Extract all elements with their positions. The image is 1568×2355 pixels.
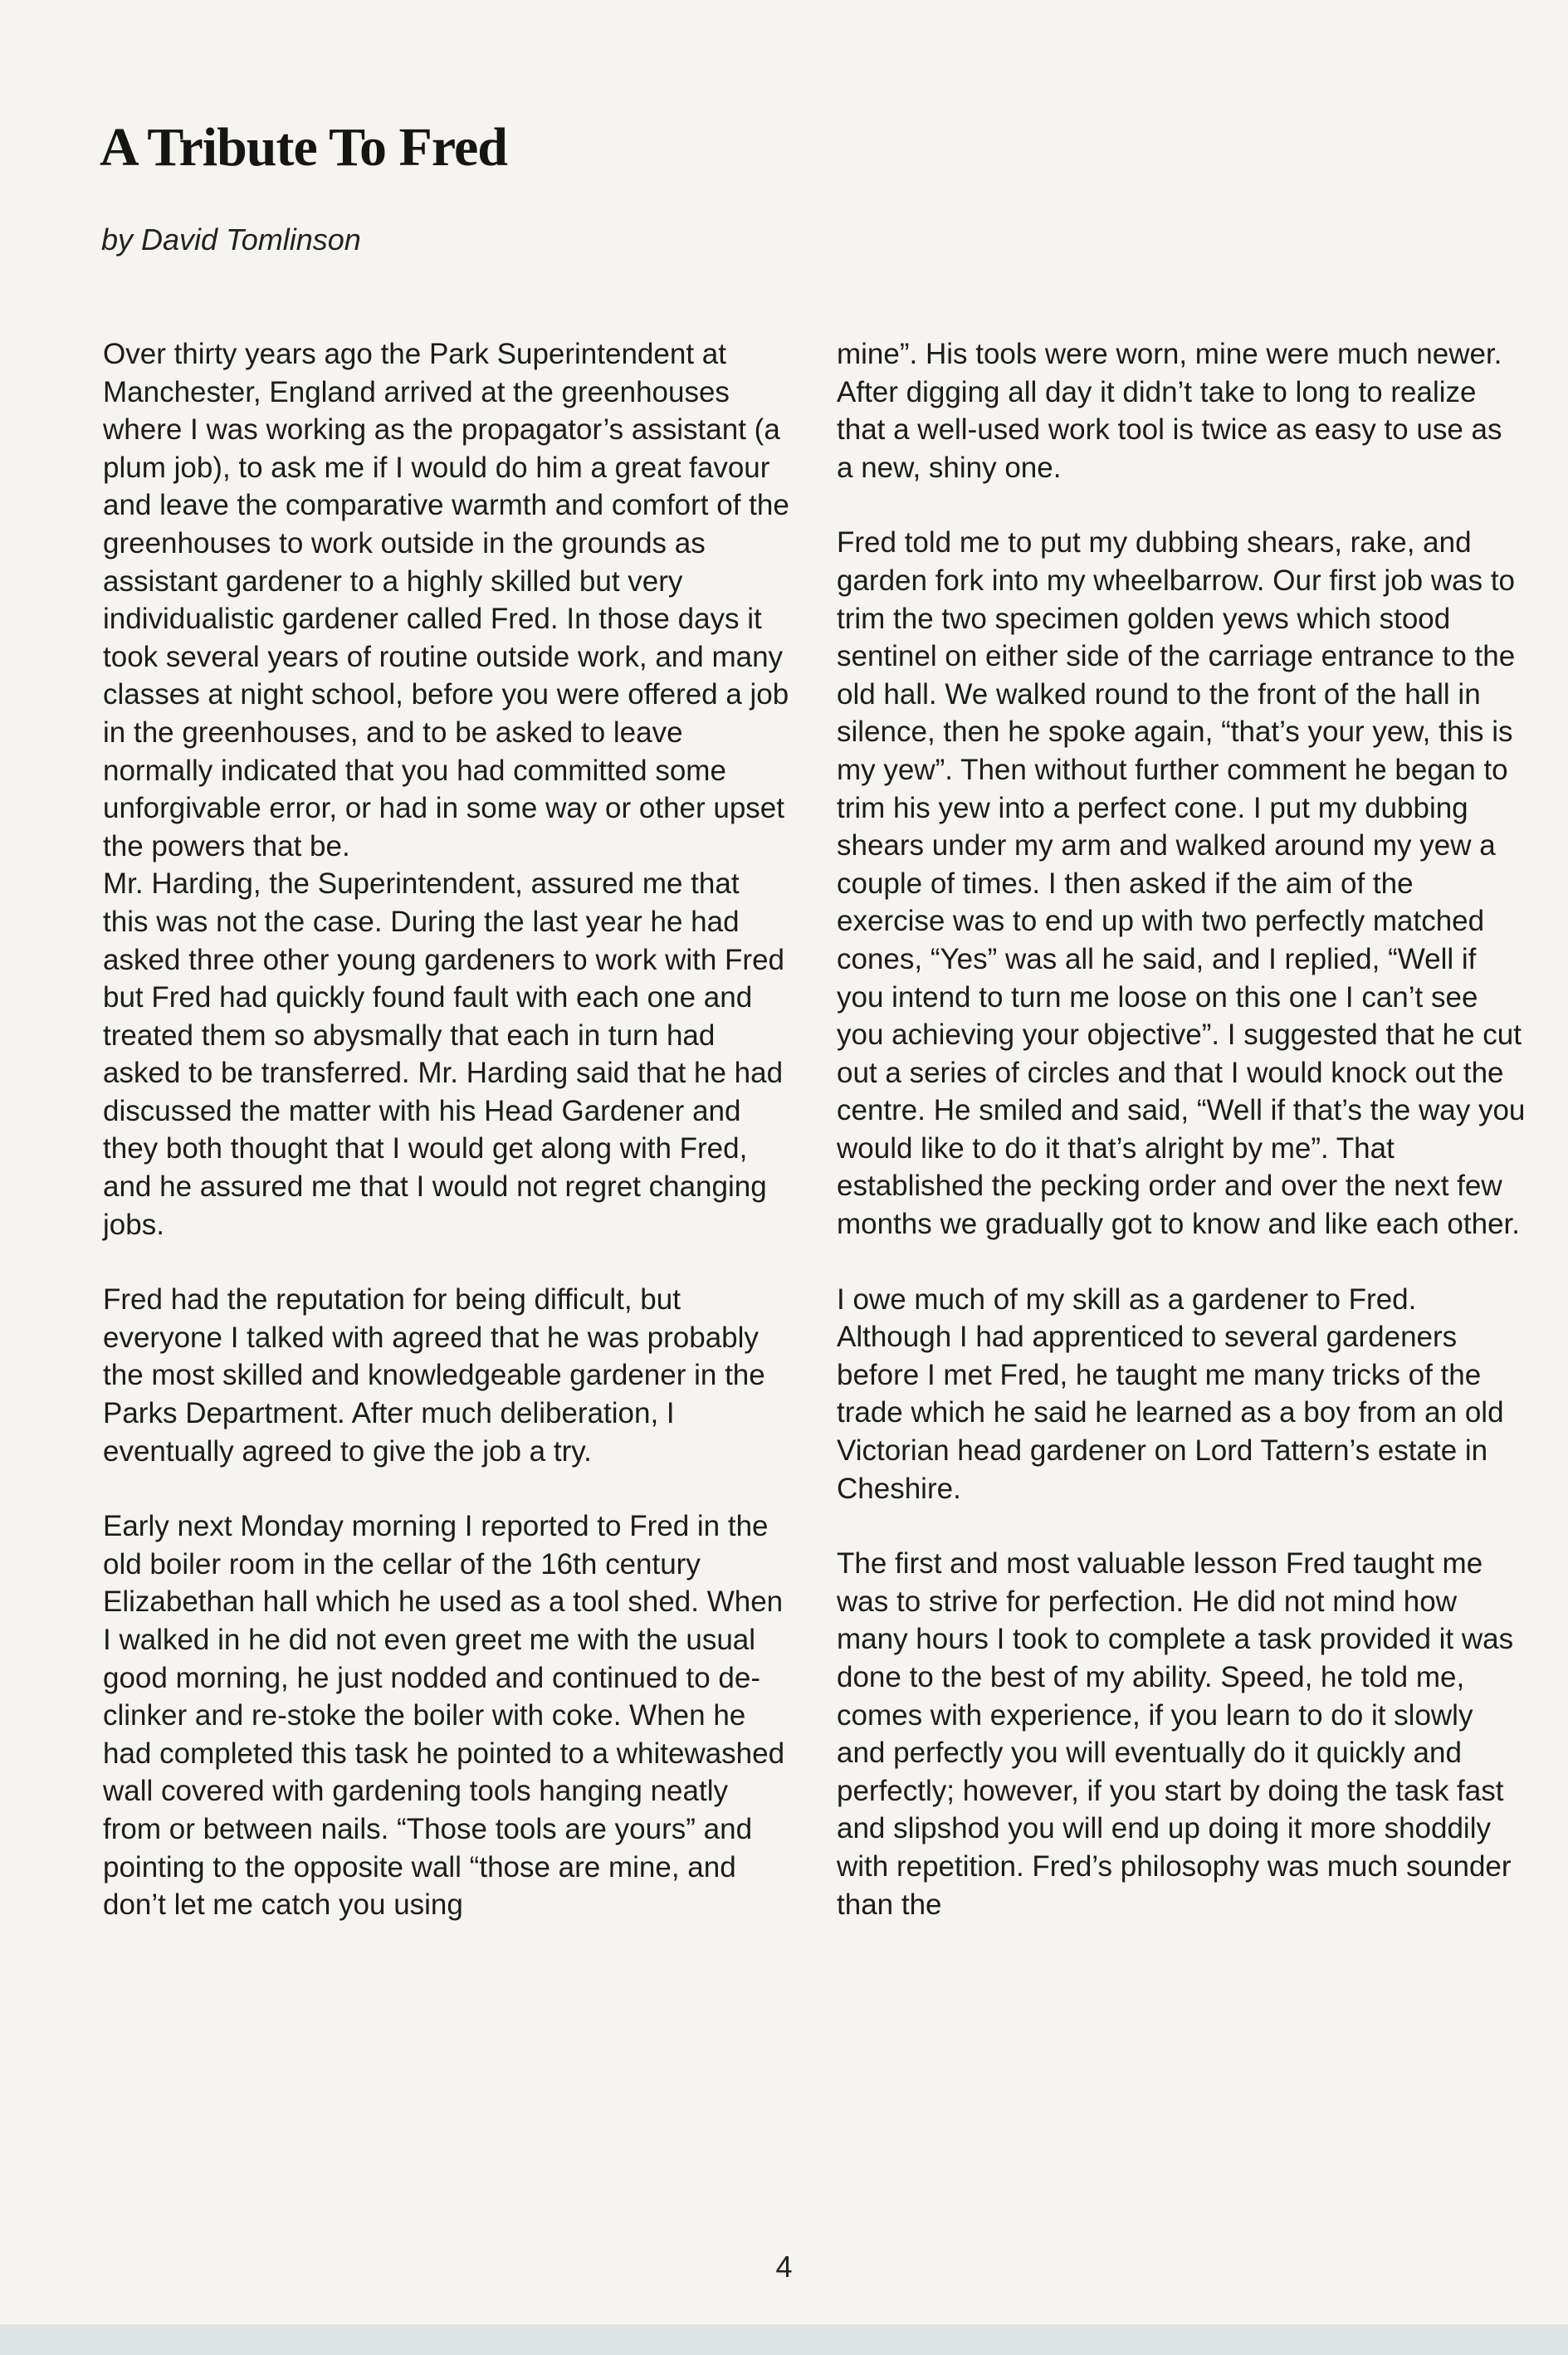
page-number: 4 [775, 2250, 793, 2284]
paragraph: The first and most valuable lesson Fred taught me was to strive for perfection. He did not mind how many hours I took to complete a task provided it was done to the best of my ability. Speed, he told me, comes with experience, if you learn to do it slowly and perfectly you will eventually do it quickly and perfectly; however, if you start by doing the task fast and slipshod you will end up doing it more shoddily with repetition. Fred’s philosophy was much sounder than the [837, 1547, 1514, 1921]
paragraph: Early next Monday morning I reported to Fred in the old boiler room in the cellar of the 16th century Elizabethan hall which he used as a tool shed. When I walked in he did not even greet me with the usual good morning, he just nodded and continued to de-clinker and re-stoke the boiler with coke. When he had completed this task he pointed to a whitewashed wall covered with gardening tools hanging neatly from or between nails. “Those tools are yours” and pointing to the opposite wall “those are mine, and don’t let me catch you using [103, 1510, 785, 1922]
paragraph: mine”. His tools were worn, mine were much newer. After digging all day it didn’t take to long to realize that a well-used work tool is twice as easy to use as a new, shiny one. [837, 338, 1502, 484]
paragraph: I owe much of my skill as a gardener to Fred. Although I had apprenticed to several gardeners before I met Fred, he taught me many tricks of the trade which he said he learned as a boy from an old Victorian head gardener on Lord Tattern’s estate in Cheshire. [837, 1283, 1504, 1505]
paragraph: Fred had the reputation for being difficult, but everyone I talked with agreed that he was probably the most skilled and knowledgeable gardener in the Parks Department. After much deliberation, I eventually agreed to give the job a try. [103, 1283, 765, 1468]
article-title: A Tribute To Fred [100, 117, 507, 178]
paragraph: Fred told me to put my dubbing shears, rake, and garden fork into my wheelbarrow. Our first job was to trim the two specimen golden yews which stood sentinel on either side of the carriage entrance to the old hall. We walked round to the front of the hall in silence, then he spoke again, “that’s your yew, this is my yew”. Then without further comment he began to trim his yew into a perfect cone. I put my dubbing shears under my arm and walked around my yew a couple of times. I then asked if the aim of the exercise was to end up with two perfectly matched cones, “Yes” was all he said, and I replied, “Well if you intend to turn me loose on this one I can’t see you achieving your objective”. I suggested that he cut out a series of circles and that I would knock out the centre. He smiled and said, “Well if that’s the way you would like to do it that’s alright by me”. That established the pecking order and over the next few months we gradually got to know and like each other. [837, 526, 1526, 1241]
article-byline: by David Tomlinson [101, 222, 361, 257]
paragraph: Mr. Harding, the Superintendent, assured me that this was not the case. During the last year he had asked three other young gardeners to work with Fred but Fred had quickly found fault with each one and treated them so abysmally that each in turn had asked to be transferred. Mr. Harding said that he had discussed the matter with his Head Gardener and they both thought that I would get along with Fred, and he assured me that I would not regret changing jobs. [103, 867, 784, 1241]
right-column [837, 335, 1526, 1923]
scan-bottom-strip [0, 2324, 1568, 2355]
left-column [103, 335, 792, 1924]
paragraph: Over thirty years ago the Park Superintendent at Manchester, England arrived at the greenhouses where I was working as the propagator’s assistant (a plum job), to ask me if I would do him a great favour and leave the comparative warmth and comfort of the greenhouses to work outside in the grounds as assistant gardener to a highly skilled but very individualistic gardener called Fred. In those days it took several years of routine outside work, and many classes at night school, before you were offered a job in the greenhouses, and to be asked to leave normally indicated that you had committed some unforgivable error, or had in some way or other upset the powers that be. [103, 338, 789, 862]
